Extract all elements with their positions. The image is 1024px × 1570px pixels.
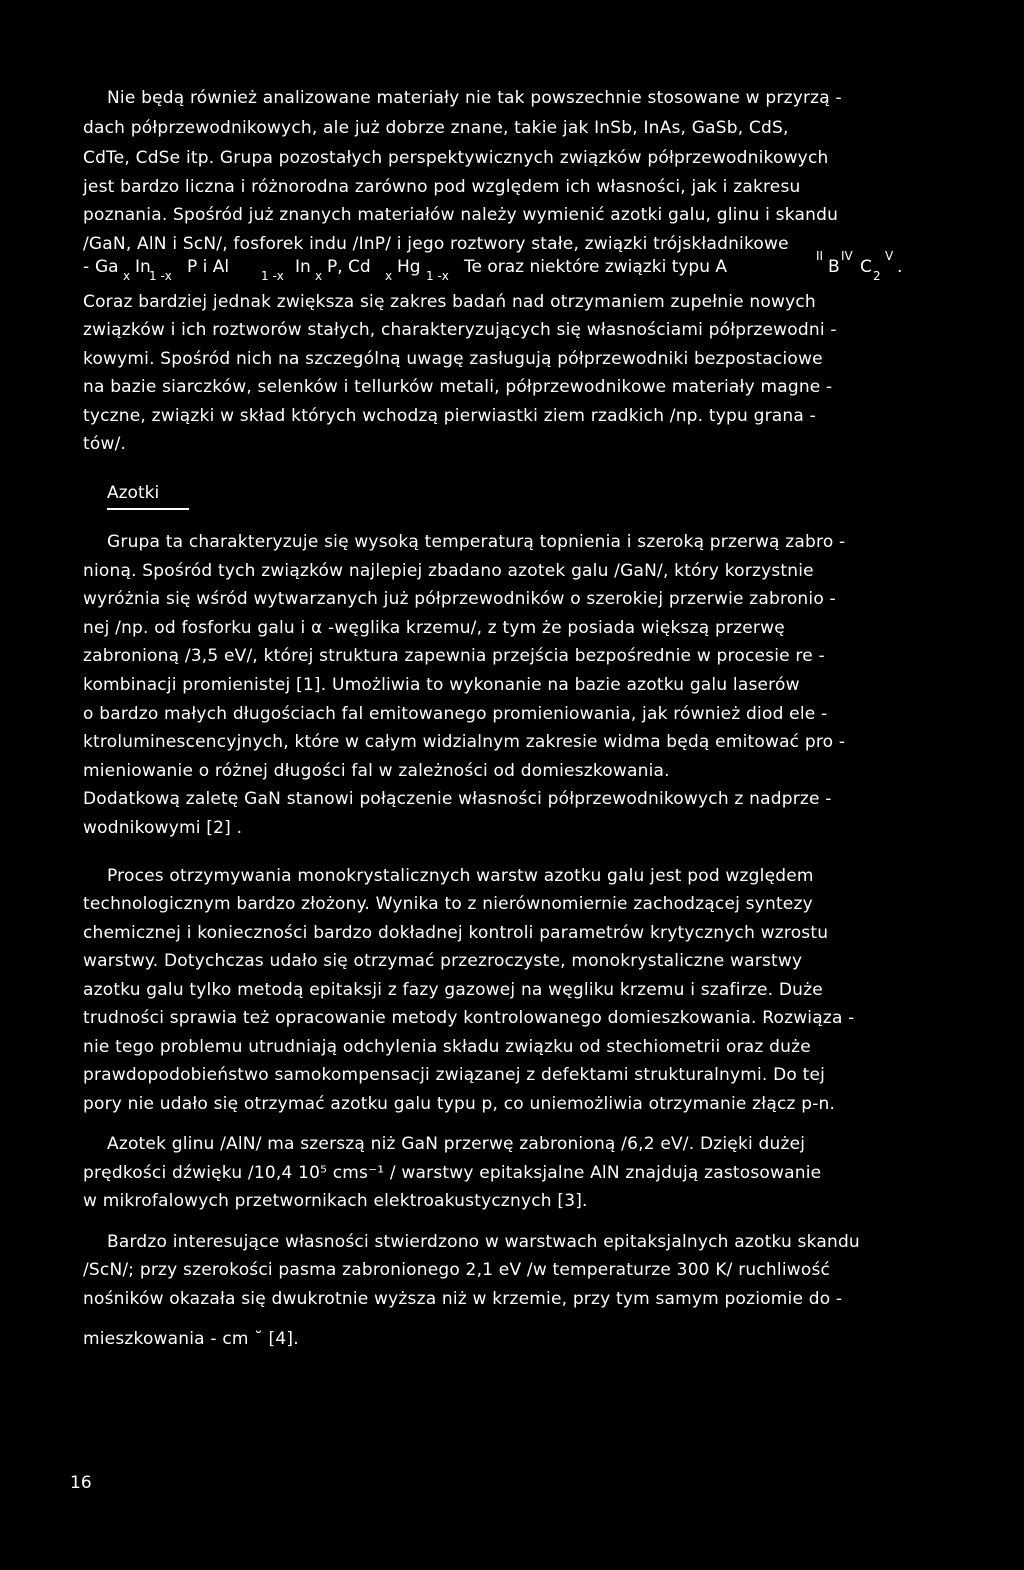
paragraph-3-line: zabronioną /3,5 eV/, której struktura zapewnia przejścia bezpośrednie w procesie re - [83, 646, 825, 666]
paragraph-3-line: nej /np. od fosforku galu i α -węglika krzemu/, z tym że posiada większą przerwę [83, 618, 785, 638]
paragraph-6-line: /ScN/; przy szerokości pasma zabronionego 2,1 eV /w temperaturze 300 K/ ruchliwość [83, 1260, 831, 1280]
formula-p-al: P i Al [187, 257, 230, 277]
paragraph-4-line: trudności sprawia też opracowanie metody kontrolowanego domieszkowania. Rozwiąza - [83, 1008, 855, 1028]
paragraph-2-line: tów/. [83, 434, 127, 454]
paragraph-4-line: nie tego problemu utrudniają odchylenia składu związku od stechiometrii oraz duże [83, 1037, 811, 1057]
formula-sup-v: V [885, 249, 894, 263]
formula-sub-1mx: 1 -x [426, 269, 449, 283]
formula-in: In [135, 257, 151, 277]
paragraph-4-line: Proces otrzymywania monokrystalicznych warstw azotku galu jest pod względem [107, 866, 814, 886]
paragraph-1-line: Nie będą również analizowane materiały nie tak powszechnie stosowane w przyrzą - [107, 88, 842, 108]
paragraph-3-line: o bardzo małych długościach fal emitowanego promieniowania, jak również diod ele - [83, 704, 828, 724]
formula-sub-x: x [123, 269, 131, 283]
formula-sub-x: x [315, 269, 323, 283]
paragraph-1-line: dach półprzewodnikowych, ale już dobrze znane, takie jak InSb, InAs, GaSb, CdS, [83, 118, 789, 138]
paragraph-1-line: jest bardzo liczna i różnorodna zarówno pod względem ich własności, jak i zakresu [83, 177, 801, 197]
section-heading: Azotki [107, 483, 160, 503]
paragraph-1-line: CdTe, CdSe itp. Grupa pozostałych perspektywicznych związków półprzewodnikowych [83, 148, 829, 168]
paragraph-5-line: Azotek glinu /AlN/ ma szerszą niż GaN przerwę zabronioną /6,2 eV/. Dzięki dużej [107, 1134, 806, 1154]
paragraph-6-line: mieszkowania - cm ˘ [4]. [83, 1329, 299, 1349]
formula-sub-2: 2 [873, 269, 881, 283]
formula-sup-ii: II [816, 249, 824, 263]
paragraph-4-line: pory nie udało się otrzymać azotku galu typu p, co uniemożliwia otrzymanie złącz p-n. [83, 1094, 836, 1114]
formula-dot: . [897, 257, 903, 277]
paragraph-2-line: Coraz bardziej jednak zwiększa się zakres badań nad otrzymaniem zupełnie nowych [83, 292, 816, 312]
formula-sub-x: x [385, 269, 393, 283]
formula-dash: - [83, 257, 90, 277]
paragraph-1-line: poznania. Spośród już znanych materiałów należy wymienić azotki galu, glinu i skandu [83, 205, 839, 225]
paragraph-2-line: tyczne, związki w skład których wchodzą pierwiastki ziem rzadkich /np. typu grana - [83, 406, 816, 426]
paragraph-4-line: warstwy. Dotychczas udało się otrzymać przezroczyste, monokrystaliczne warstwy [83, 951, 803, 971]
paragraph-1-line: /GaN, AlN i ScN/, fosforek indu /InP/ i jego roztwory stałe, związki trójskładnikowe [83, 234, 789, 254]
paragraph-2-line: na bazie siarczków, selenków i tellurków metali, półprzewodnikowe materiały magne - [83, 377, 833, 397]
formula-p-cd: P, Cd [327, 257, 371, 277]
heading-underline [107, 508, 189, 510]
formula-te-text: Te oraz niektóre związki typu A [464, 257, 728, 277]
paragraph-4-line: technologicznym bardzo złożony. Wynika to z nierównomiernie zachodzącej syntezy [83, 894, 813, 914]
formula-b: B [828, 257, 840, 277]
paragraph-6-line: Bardzo interesujące własności stwierdzono w warstwach epitaksjalnych azotku skandu [107, 1232, 860, 1252]
paragraph-3-line: Dodatkową zaletę GaN stanowi połączenie własności półprzewodnikowych z nadprze - [83, 789, 832, 809]
formula-sub-1mx: 1 -x [149, 269, 172, 283]
formula-sup-iv: IV [841, 249, 853, 263]
paragraph-3-line: mieniowanie o różnej długości fal w zależności od domieszkowania. [83, 761, 670, 781]
page-number: 16 [70, 1473, 92, 1493]
paragraph-5-line: w mikrofalowych przetwornikach elektroakustycznych [3]. [83, 1191, 588, 1211]
formula-line [83, 249, 983, 284]
paragraph-3-line: nioną. Spośród tych związków najlepiej zbadano azotek galu /GaN/, który korzystnie [83, 561, 814, 581]
formula-sub-1mx: 1 -x [261, 269, 284, 283]
paragraph-4-line: azotku galu tylko metodą epitaksji z fazy gazowej na węgliku krzemu i szafirze. Duże [83, 980, 823, 1000]
paragraph-5-line: prędkości dźwięku /10,4 10⁵ cms⁻¹ / warstwy epitaksjalne AlN znajdują zastosowanie [83, 1163, 822, 1183]
paragraph-2-line: związków i ich roztworów stałych, charakteryzujących się własnościami półprzewodni - [83, 320, 837, 340]
paragraph-2-line: kowymi. Spośród nich na szczególną uwagę zasługują półprzewodniki bezpostaciowe [83, 349, 823, 369]
paragraph-3-line: Grupa ta charakteryzuje się wysoką temperaturą topnienia i szeroką przerwą zabro - [107, 532, 846, 552]
formula-c: C [860, 257, 872, 277]
paragraph-3-line: kombinacji promienistej [1]. Umożliwia to wykonanie na bazie azotku galu laserów [83, 675, 800, 695]
paragraph-3-line: wodnikowymi [2] . [83, 818, 243, 838]
paragraph-4-line: prawdopodobieństwo samokompensacji związanej z defektami strukturalnymi. Do tej [83, 1065, 826, 1085]
paragraph-4-line: chemicznej i konieczności bardzo dokładnej kontroli parametrów krytycznych wzrostu [83, 923, 829, 943]
formula-hg: Hg [397, 257, 421, 277]
formula-in: In [295, 257, 311, 277]
paragraph-6-line: nośników okazała się dwukrotnie wyższa niż w krzemie, przy tym samym poziomie do - [83, 1289, 843, 1309]
paragraph-3-line: ktroluminescencyjnych, które w całym widzialnym zakresie widma będą emitować pro - [83, 732, 846, 752]
formula-ga: Ga [95, 257, 119, 277]
paragraph-3-line: wyróżnia się wśród wytwarzanych już półprzewodników o szerokiej przerwie zabronio - [83, 589, 836, 609]
